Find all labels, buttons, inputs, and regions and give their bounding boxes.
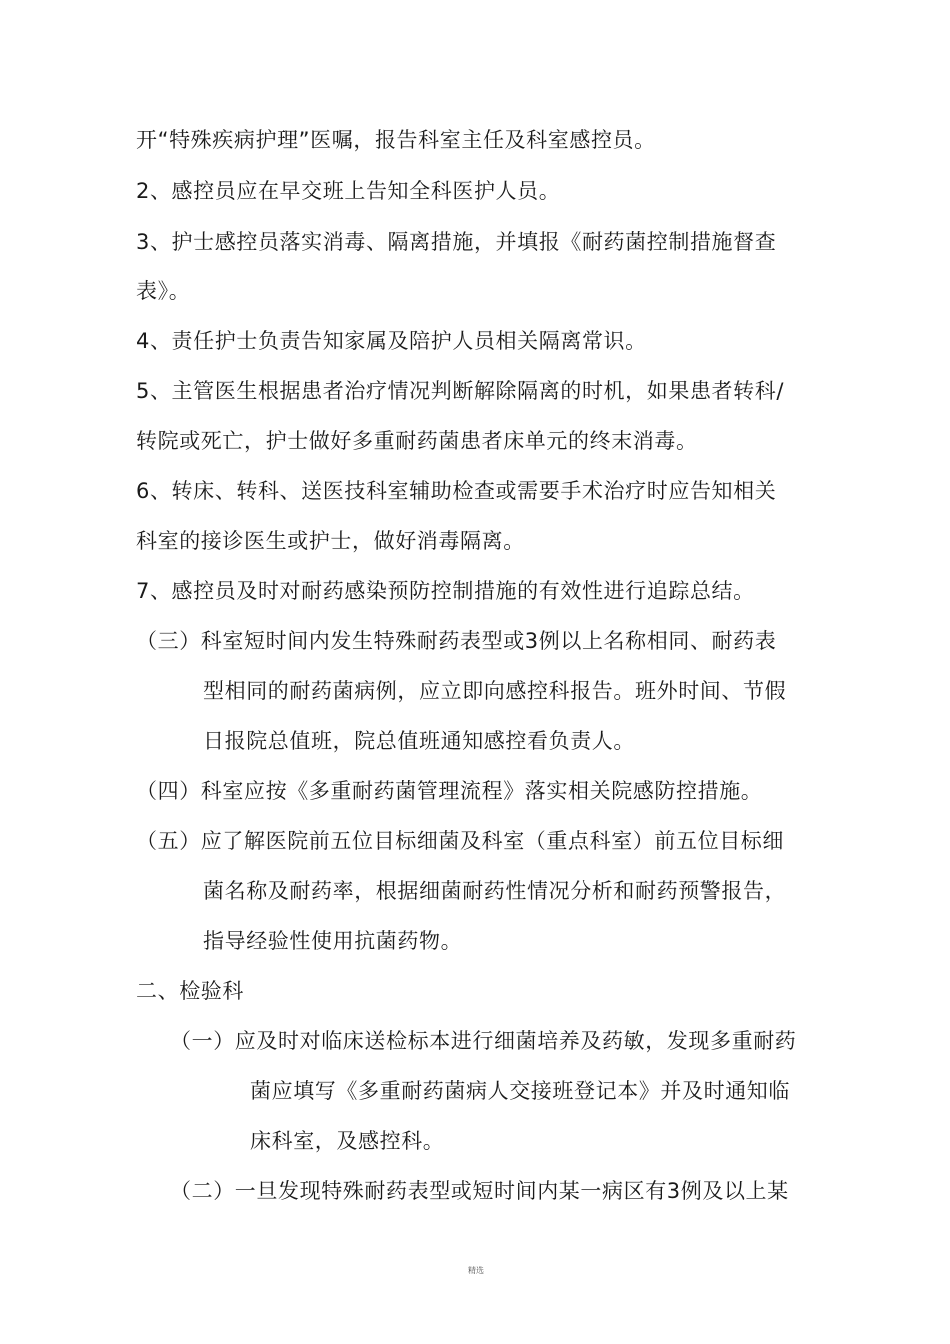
text-line: 表》。: [136, 279, 191, 303]
text-line: 床科室，及感控科。: [250, 1129, 445, 1153]
text-line: （五）应了解医院前五位目标细菌及科室（重点科室）前五位目标细: [136, 829, 784, 853]
text-line: 科室的接诊医生或护士，做好消毒隔离。: [136, 529, 525, 553]
text-line: （二）一旦发现特殊耐药表型或短时间内某一病区有3例及以上某: [170, 1179, 789, 1203]
text-line: 7、感控员及时对耐药感染预防控制措施的有效性进行追踪总结。: [136, 579, 755, 603]
text-line: 菌名称及耐药率，根据细菌耐药性情况分析和耐药预警报告，: [203, 879, 787, 903]
text-line: 4、责任护士负责告知家属及陪护人员相关隔离常识。: [136, 329, 647, 353]
text-line: 型相同的耐药菌病例，应立即向感控科报告。班外时间、节假: [203, 679, 787, 703]
text-line: 转院或死亡，护士做好多重耐药菌患者床单元的终末消毒。: [136, 429, 698, 453]
text-line: （三）科室短时间内发生特殊耐药表型或3例以上名称相同、耐药表: [136, 629, 777, 653]
text-line: 菌应填写《多重耐药菌病人交接班登记本》并及时通知临: [250, 1079, 790, 1103]
text-line: （四）科室应按《多重耐药菌管理流程》落实相关院感防控措施。: [136, 779, 763, 803]
text-line: 3、护士感控员落实消毒、隔离措施，并填报《耐药菌控制措施督查: [136, 230, 777, 254]
text-line: 2、感控员应在早交班上告知全科医护人员。: [136, 179, 561, 203]
text-line: 日报院总值班，院总值班通知感控看负责人。: [203, 729, 635, 753]
text-line: （一）应及时对临床送检标本进行细菌培养及药敏，发现多重耐药: [170, 1029, 797, 1053]
text-line: 5、主管医生根据患者治疗情况判断解除隔离的时机，如果患者转科/: [136, 379, 785, 403]
section-heading: 二、检验科: [136, 979, 244, 1003]
text-line: 开“特殊疾病护理”医嘱，报告科室主任及科室感控员。: [136, 128, 656, 152]
text-line: 指导经验性使用抗菌药物。: [203, 929, 463, 953]
page-footer: 精选: [468, 1266, 484, 1275]
text-line: 6、转床、转科、送医技科室辅助检查或需要手术治疗时应告知相关: [136, 479, 777, 503]
